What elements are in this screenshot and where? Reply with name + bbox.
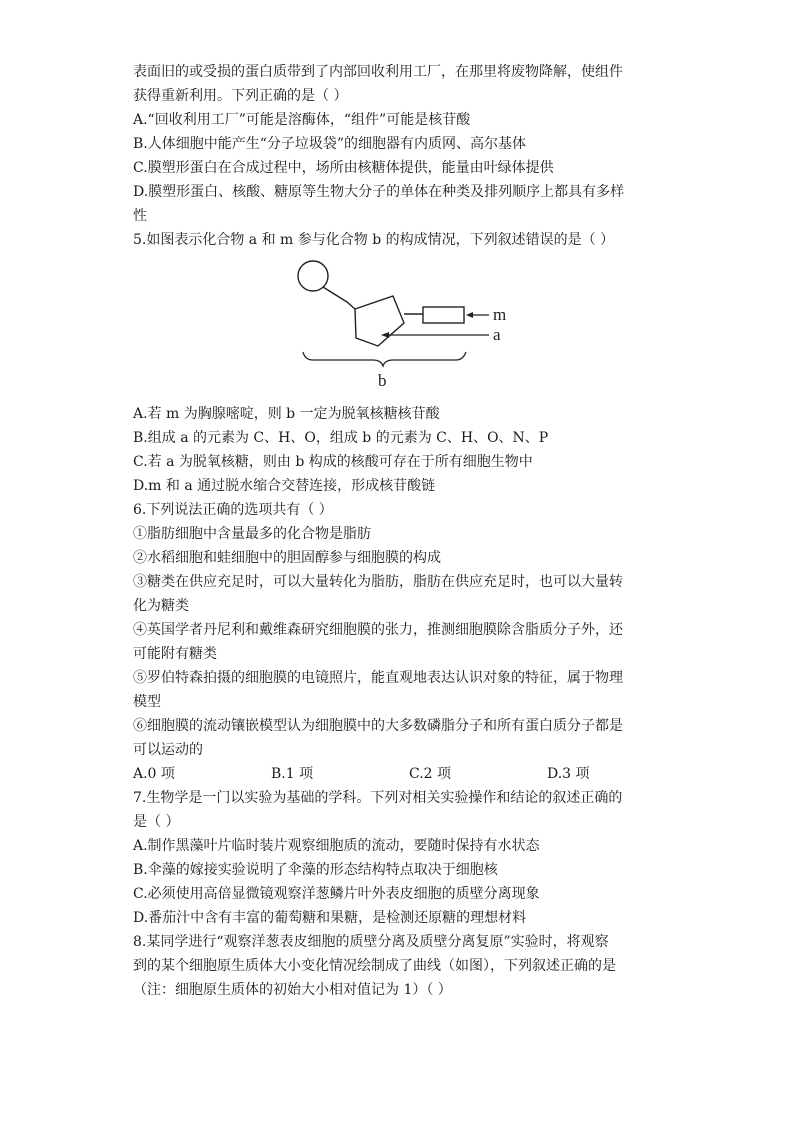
q4-option-a: A.“回收利用工厂”可能是溶酶体，“组件”可能是核苷酸 — [133, 112, 471, 128]
q7-option-d: D.番茄汁中含有丰富的葡萄糖和果糖，是检测还原糖的理想材料 — [133, 910, 527, 926]
q7-option-c: C.必须使用高倍显微镜观察洋葱鳞片叶外表皮细胞的质壁分离现象 — [133, 886, 540, 902]
base-box — [423, 307, 464, 323]
q6-statement-5-line-2: 模型 — [133, 694, 161, 710]
q6-option-c: C.2 项 — [409, 766, 452, 782]
q4-option-d-line-2: 性 — [133, 208, 147, 224]
nucleotide-diagram-svg — [133, 252, 673, 402]
label-m: m — [493, 305, 507, 324]
page-content — [133, 60, 673, 1002]
q6-statement-4-line-1: ④英国学者丹尼利和戴维森研究细胞膜的张力，推测细胞膜除含脂质分子外，还 — [133, 622, 623, 638]
q6-statement-4-line-2: 可能附有糖类 — [133, 646, 217, 662]
q7-stem-line-2: 是（ ） — [133, 814, 180, 830]
q5-option-c: C.若 a 为脱氧核糖，则由 b 构成的核酸可存在于所有细胞生物中 — [133, 454, 533, 470]
q8-stem-line-1: 8.某同学进行“观察洋葱表皮细胞的质壁分离及质壁分离复原”实验时，将观察 — [133, 934, 609, 950]
label-b: b — [378, 371, 387, 390]
label-a: a — [493, 325, 501, 344]
q4-option-d-line-1: D.膜塑形蛋白、核酸、糖原等生物大分子的单体在种类及排列顺序上都具有多样 — [133, 184, 625, 200]
q6-statement-6-line-2: 可以运动的 — [133, 742, 203, 758]
q5-option-b: B.组成 a 的元素为 C、H、O，组成 b 的元素为 C、H、O、N、P — [133, 430, 549, 446]
q6-option-a: A.0 项 — [133, 766, 175, 782]
q6-statement-5-line-1: ⑤罗伯特森拍摄的细胞膜的电镜照片，能直观地表达认识对象的特征，属于物理 — [133, 670, 623, 686]
phosphate-link-line — [323, 287, 355, 309]
q5-option-d: D.m 和 a 通过脱水缩合交替连接，形成核苷酸链 — [133, 478, 436, 494]
q5-stem: 5.如图表示化合物 a 和 m 参与化合物 b 的构成情况，下列叙述错误的是（ ） — [133, 232, 615, 248]
q6-statement-3-line-2: 化为糖类 — [133, 598, 189, 614]
q7-stem-line-1: 7.生物学是一门以实验为基础的学科。下列对相关实验操作和结论的叙述正确的 — [133, 790, 623, 806]
q5-option-a: A.若 m 为胸腺嘧啶，则 b 一定为脱氧核糖核苷酸 — [133, 406, 440, 422]
q6-statement-6-line-1: ⑥细胞膜的流动镶嵌模型认为细胞膜中的大多数磷脂分子和所有蛋白质分子都是 — [133, 718, 623, 734]
q6-option-b: B.1 项 — [271, 766, 314, 782]
sugar-pentagon — [355, 296, 404, 346]
q6-statement-2: ②水稻细胞和蛙细胞中的胆固醇参与细胞膜的构成 — [133, 550, 441, 566]
arrow-m-head — [466, 312, 473, 318]
q4-stem-line-2: 获得重新利用。下列正确的是（ ） — [133, 88, 348, 104]
q4-option-c: C.膜塑形蛋白在合成过程中，场所由核糖体提供，能量由叶绿体提供 — [133, 160, 554, 176]
q6-options-row — [133, 762, 673, 786]
q8-stem-line-3: （注：细胞原生质体的初始大小相对值记为 1）（ ） — [133, 982, 452, 998]
brace-b — [303, 352, 466, 366]
q4-stem-line-1: 表面旧的或受损的蛋白质带到了内部回收利用工厂，在那里将废物降解，使组件 — [133, 64, 623, 80]
nucleotide-diagram — [133, 252, 673, 402]
q6-statement-3-line-1: ③糖类在供应充足时，可以大量转化为脂肪，脂肪在供应充足时，也可以大量转 — [133, 574, 623, 590]
q4-option-b: B.人体细胞中能产生“分子垃圾袋”的细胞器有内质网、高尔基体 — [133, 136, 527, 152]
q7-option-a: A.制作黑藻叶片临时装片观察细胞质的流动，要随时保持有水状态 — [133, 838, 540, 854]
q8-stem-line-2: 到的某个细胞原生质体大小变化情况绘制成了曲线（如图），下列叙述正确的是 — [133, 958, 616, 974]
q7-option-b: B.伞藻的嫁接实验说明了伞藻的形态结构特点取决于细胞核 — [133, 862, 498, 878]
q6-stem: 6.下列说法正确的选项共有（ ） — [133, 502, 333, 518]
q6-statement-1: ①脂肪细胞中含量最多的化合物是脂肪 — [133, 526, 371, 542]
q6-option-d: D.3 项 — [547, 766, 590, 782]
